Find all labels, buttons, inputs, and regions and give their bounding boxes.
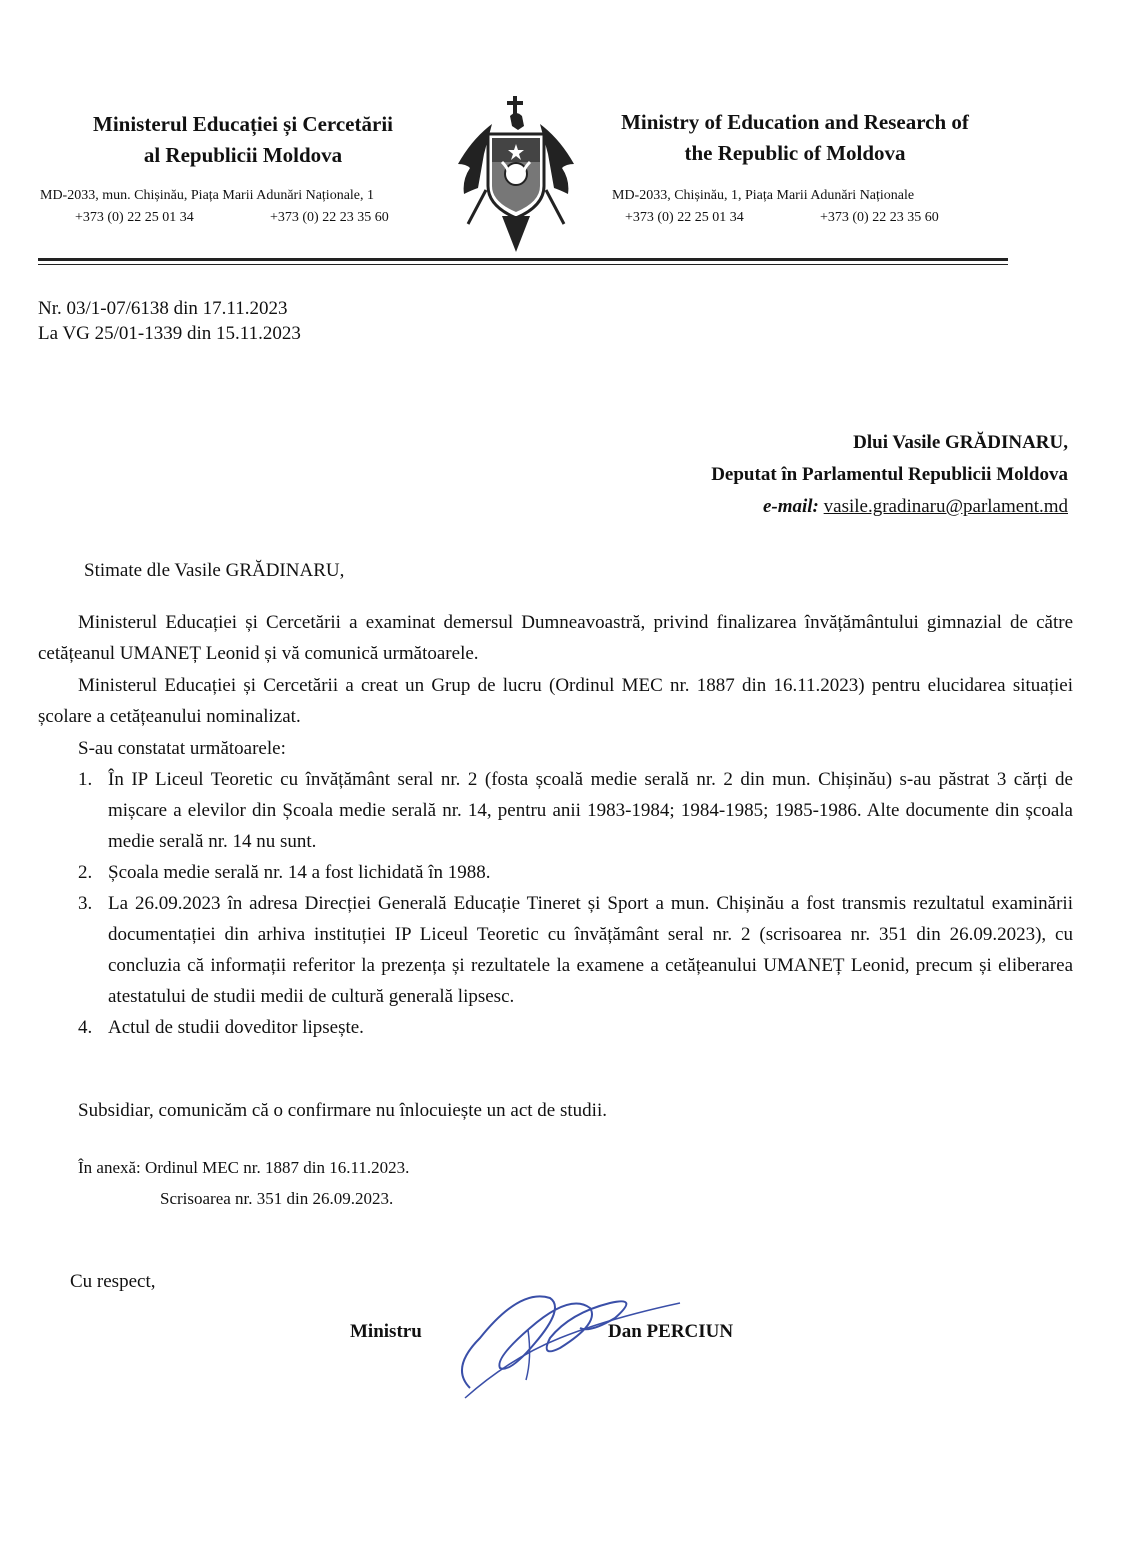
closing: Cu respect, (70, 1271, 156, 1292)
ro-title-line2: al Republicii Moldova (143, 143, 343, 167)
paragraph-2: Ministerul Educației și Cercetării a creat un Grup de lucru (Ordinul MEC nr. 1887 din 16.11.2023) pentru elucidarea situației școlare a cetățeanului nominalizat. (38, 675, 1073, 727)
ro-phone-1: +373 (0) 22 25 01 34 (75, 210, 194, 225)
ro-phone-2: +373 (0) 22 23 35 60 (270, 210, 389, 225)
addressee-title: Deputat în Parlamentul Republicii Moldova (711, 464, 1068, 485)
annex-item-2: Scrisoarea nr. 351 din 26.09.2023. (160, 1189, 394, 1208)
list-item (78, 1012, 1073, 1043)
list-item-text: Actul de studii doveditor lipsește. (108, 1017, 364, 1038)
en-title-line1: Ministry of Education and Research of (621, 110, 969, 134)
annex-label: În anexă: (78, 1158, 141, 1177)
paragraph-1: Ministerul Educației și Cercetării a examinat demersul Dumneavoastră, privind finalizarea învățământului gimnazial de către cetățeanul UMANEȚ Leonid și vă comunică următoarele. (38, 612, 1073, 664)
ro-ministry-title (38, 109, 448, 171)
list-item-number: 1. (78, 769, 93, 790)
en-address: MD-2033, Chișinău, 1, Piața Marii Adunări Naționale (612, 188, 915, 203)
reference-block (38, 296, 301, 346)
annex-line-1 (78, 1152, 409, 1183)
ro-title-line1: Ministerul Educației și Cercetării (93, 112, 393, 136)
annex-item-1: Ordinul MEC nr. 1887 din 16.11.2023. (145, 1158, 410, 1177)
list-item (78, 888, 1073, 1012)
addressee-block (711, 427, 1068, 523)
list-item-number: 3. (78, 893, 93, 914)
list-item-text: În IP Liceul Teoretic cu învățământ seral nr. 2 (fosta școală medie serală nr. 2 din mun. Chișinău) s-au păstrat 3 cărți de mișcare a elevilor din Școala medie serală nr. 14, pentru anii 1983-1984; 1984-1985; 1985-1986. Alte documente din școala medie serală nr. 14 nu sunt. (108, 769, 1073, 852)
email-link[interactable]: vasile.gradinaru@parlament.md (823, 496, 1068, 517)
list-item-text: La 26.09.2023 în adresa Direcției Generală Educație Tineret și Sport a mun. Chișinău a fost transmis rezultatul examinării documentației din arhiva instituției IP Liceul Teoretic cu învățământ seral nr. 2 (scrisoarea nr. 351 din 26.09.2023), cu concluzia că informații referitor la prezența și rezultatele la examene a cetățeanului UMANEȚ Leonid, precum și eliberarea atestatului de studii medii de cultură generală lipsesc. (108, 893, 1073, 1007)
en-title-line2: the Republic of Moldova (684, 141, 906, 165)
addressee-email-line (711, 491, 1068, 523)
header-divider-thin (38, 264, 1008, 265)
coat-of-arms-emblem (452, 94, 580, 254)
list-item-number: 4. (78, 1017, 93, 1038)
addressee-name: Dlui Vasile GRĂDINARU, (853, 432, 1068, 453)
en-ministry-title (580, 107, 1010, 169)
email-label: e-mail: (762, 496, 819, 517)
ro-address: MD-2033, mun. Chișinău, Piața Marii Adunări Naționale, 1 (40, 188, 375, 203)
list-item-text: Școala medie serală nr. 14 a fost lichidată în 1988. (108, 862, 491, 883)
findings-list (78, 764, 1073, 1043)
subsidiary-note: Subsidiar, comunicăm că o confirmare nu înlocuiește un act de studii. (78, 1100, 607, 1121)
list-item (78, 857, 1073, 888)
list-item-number: 2. (78, 862, 93, 883)
list-item (78, 764, 1073, 857)
en-phone-2: +373 (0) 22 23 35 60 (820, 210, 939, 225)
en-phone-1: +373 (0) 22 25 01 34 (625, 210, 744, 225)
reference-number: Nr. 03/1-07/6138 din 17.11.2023 (38, 298, 288, 319)
reference-incoming: La VG 25/01-1339 din 15.11.2023 (38, 323, 301, 344)
annex-block (78, 1152, 409, 1214)
signatory-position: Ministru (350, 1321, 422, 1342)
salutation: Stimate dle Vasile GRĂDINARU, (84, 560, 345, 581)
paragraph-3: S-au constatat următoarele: (78, 738, 286, 759)
header-divider-thick (38, 258, 1008, 261)
signatory-name: Dan PERCIUN (608, 1321, 734, 1342)
